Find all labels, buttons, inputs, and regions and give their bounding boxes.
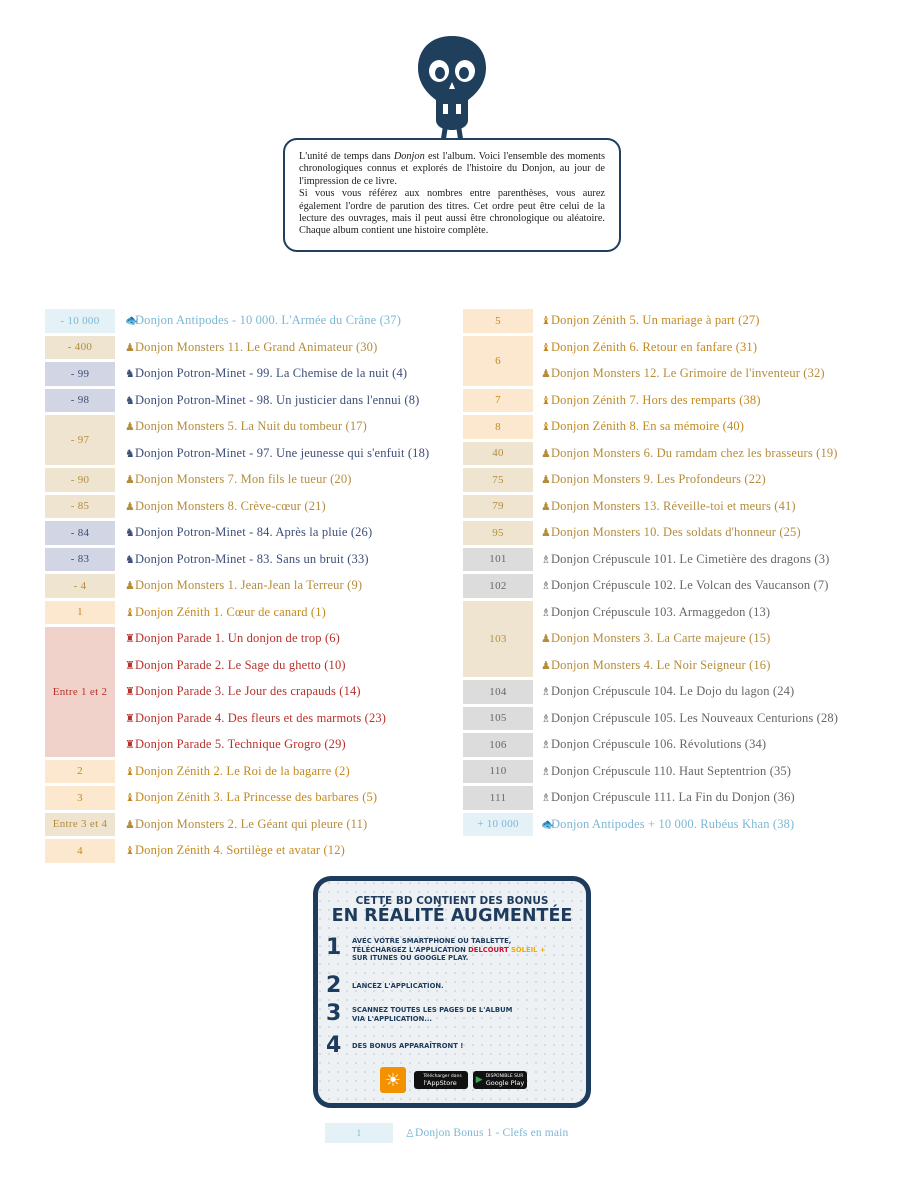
- duck-icon: ♝: [541, 421, 552, 434]
- rabbit-icon: ♞: [125, 527, 136, 540]
- album-entry: [125, 309, 401, 333]
- figure-icon: ♟: [541, 659, 552, 672]
- album-entry: [125, 786, 377, 810]
- album-entry: [541, 468, 766, 492]
- album-title: Donjon Monsters 11. Le Grand Animateur (30): [135, 339, 378, 354]
- rabbit-icon: ♞: [125, 447, 136, 460]
- album-title: Donjon Crépuscule 101. Le Cimetière des dragons (3): [551, 551, 830, 566]
- duck-icon: ♝: [541, 394, 552, 407]
- duck-icon: ♝: [125, 845, 136, 858]
- album-entry: [125, 442, 429, 466]
- album-title: Donjon Crépuscule 102. Le Volcan des Vaucanson (7): [551, 578, 829, 593]
- album-entry: [125, 362, 407, 386]
- album-entry: [541, 601, 770, 625]
- album-title: Donjon Zénith 7. Hors des remparts (38): [551, 392, 761, 407]
- timeline-cell: 95: [463, 521, 533, 545]
- delcourt-soleil-app-icon[interactable]: ☀: [380, 1067, 406, 1093]
- chronology-row: [45, 389, 455, 413]
- album-title: Donjon Zénith 2. Le Roi de la bagarre (2): [135, 763, 350, 778]
- album-entry: [541, 680, 794, 704]
- figure-icon: ♟: [541, 474, 552, 487]
- timeline-cell: 8: [463, 415, 533, 439]
- chronology-row: [463, 521, 873, 545]
- duck-icon: ♝: [125, 606, 136, 619]
- chronology-row: [463, 680, 873, 704]
- album-title: Donjon Crépuscule 105. Les Nouveaux Centurions (28): [551, 710, 839, 725]
- grey-figure-icon: ♗: [541, 580, 552, 593]
- album-title: Donjon Zénith 8. En sa mémoire (40): [551, 419, 745, 434]
- album-entry: [541, 336, 757, 360]
- album-entry: [541, 495, 796, 519]
- album-title: Donjon Zénith 4. Sortilège et avatar (12): [135, 843, 345, 858]
- chronology-row: [45, 468, 455, 492]
- chronology-row: [45, 839, 455, 863]
- appstore-badge[interactable]: Télécharger dans l'AppStore: [414, 1071, 468, 1089]
- timeline-cell: 5: [463, 309, 533, 333]
- intro-text-box: L'unité de temps dans Donjon est l'album. Voici l'ensemble des moments chronologiques connus et explorés de l'histoire du Donjon, au jour de l'impression de ce livre. Si vous vous référez aux nombres entre parenthèses, vous aurez également l'ordre de parution des titres. Cet ordre peut être celui de la lecture des ouvrages, mais il peut aussi être chronologique ou aléatoire. Chaque album contient une histoire complète.: [283, 138, 621, 252]
- timeline-cell: 102: [463, 574, 533, 598]
- album-title: Donjon Antipodes - 10 000. L'Armée du Crâne (37): [135, 313, 402, 328]
- timeline-cell: - 83: [45, 548, 115, 572]
- intro-paragraph-2: Si vous vous référez aux nombres entre parenthèses, vous aurez également l'ordre de parution des titres. Cet ordre peut être celui de la lecture des ouvrages, mais il peut aussi être chronologique ou aléatoire. Chaque album contient une histoire complète.: [299, 188, 605, 237]
- timeline-cell: 103: [463, 601, 533, 678]
- album-entry: [541, 442, 838, 466]
- album-entry: [125, 733, 346, 757]
- chronology-row: [463, 574, 873, 598]
- album-entry: [541, 574, 829, 598]
- red-figure-icon: ♜: [125, 739, 136, 752]
- chronology-row: [463, 707, 873, 731]
- timeline-cell: - 99: [45, 362, 115, 386]
- timeline-cell: Entre 3 et 4: [45, 813, 115, 837]
- album-title: Donjon Crépuscule 110. Haut Septentrion (35): [551, 763, 792, 778]
- chronology-row: [463, 415, 873, 439]
- album-title: Donjon Potron-Minet - 98. Un justicier dans l'ennui (8): [135, 392, 420, 407]
- album-entry: [125, 654, 346, 678]
- timeline-cell: 40: [463, 442, 533, 466]
- album-title: Donjon Parade 4. Des fleurs et des marmots (23): [135, 710, 387, 725]
- timeline-cell: 7: [463, 389, 533, 413]
- timeline-cell: 104: [463, 680, 533, 704]
- duck-icon: ♝: [541, 341, 552, 354]
- timeline-cell: - 84: [45, 521, 115, 545]
- album-entry: [125, 680, 361, 704]
- timeline-cell: 2: [45, 760, 115, 784]
- duck-icon: ♝: [541, 315, 552, 328]
- album-entry: [541, 548, 829, 572]
- album-title: Donjon Parade 2. Le Sage du ghetto (10): [135, 657, 346, 672]
- figure-icon: ♟: [541, 527, 552, 540]
- chronology-row: [463, 389, 873, 413]
- chronology-row: [45, 495, 455, 519]
- album-entry: [541, 786, 795, 810]
- chronology-row: [463, 548, 873, 572]
- timeline-cell: - 97: [45, 415, 115, 465]
- album-entry: [541, 707, 838, 731]
- figure-icon: ♟: [541, 447, 552, 460]
- album-title: Donjon Monsters 8. Crève-cœur (21): [135, 498, 326, 513]
- album-title: Donjon Monsters 4. Le Noir Seigneur (16): [551, 657, 771, 672]
- timeline-cell: - 90: [45, 468, 115, 492]
- chronology-row: [463, 336, 873, 386]
- bonus-entry: ♙ Donjon Bonus 1 - Clefs en main: [405, 1127, 569, 1140]
- grey-figure-icon: ♗: [541, 712, 552, 725]
- chronology-row: [45, 574, 455, 598]
- chronology-row: [45, 415, 455, 465]
- creature-icon: 🐟: [125, 315, 139, 328]
- chronology-row: [463, 309, 873, 333]
- timeline-cell: - 10 000: [45, 309, 115, 333]
- album-title: Donjon Antipodes + 10 000. Rubéus Khan (38): [551, 816, 795, 831]
- album-entry: [541, 654, 771, 678]
- timeline-cell: 1: [45, 601, 115, 625]
- album-entry: [125, 839, 345, 863]
- album-title: Donjon Monsters 7. Mon fils le tueur (20): [135, 472, 352, 487]
- creature-icon: 🐟: [541, 818, 555, 831]
- chronology-row: [45, 627, 455, 757]
- figure-icon: ♟: [125, 474, 136, 487]
- timeline-cell: - 4: [45, 574, 115, 598]
- album-entry: [125, 468, 352, 492]
- album-title: Donjon Crépuscule 111. La Fin du Donjon (36): [551, 790, 795, 805]
- duck-icon: ♝: [125, 792, 136, 805]
- album-entry: [125, 574, 362, 598]
- red-figure-icon: ♜: [125, 712, 136, 725]
- album-entry: [541, 760, 791, 784]
- timeline-cell: - 98: [45, 389, 115, 413]
- chronology-row: [45, 548, 455, 572]
- album-entry: [541, 309, 760, 333]
- album-title: Donjon Potron-Minet - 99. La Chemise de la nuit (4): [135, 366, 408, 381]
- chronology-row: [463, 760, 873, 784]
- timeline-cell: 110: [463, 760, 533, 784]
- timeline-cell: + 10 000: [463, 813, 533, 837]
- timeline-cell: 3: [45, 786, 115, 810]
- grey-figure-icon: ♗: [541, 765, 552, 778]
- album-entry: [125, 601, 326, 625]
- chronology-row: [45, 813, 455, 837]
- album-entry: [125, 813, 367, 837]
- album-title: Donjon Parade 3. Le Jour des crapauds (14): [135, 684, 361, 699]
- chronology-row: [463, 442, 873, 466]
- album-title: Donjon Monsters 6. Du ramdam chez les brasseurs (19): [551, 445, 838, 460]
- figure-icon: ♟: [125, 341, 136, 354]
- album-title: Donjon Monsters 10. Des soldats d'honneur (25): [551, 525, 801, 540]
- album-entry: [125, 415, 367, 439]
- rabbit-icon: ♞: [125, 368, 136, 381]
- timeline-cell: 79: [463, 495, 533, 519]
- figure-icon: ♟: [541, 633, 552, 646]
- chronology-row: [45, 362, 455, 386]
- figure-icon: ♟: [125, 818, 136, 831]
- album-entry: [541, 733, 766, 757]
- timeline-cell: 105: [463, 707, 533, 731]
- album-entry: [125, 548, 369, 572]
- figure-icon: ♟: [125, 421, 136, 434]
- timeline-cell: 101: [463, 548, 533, 572]
- ar-title-big: EN RÉALITÉ AUGMENTÉE: [331, 906, 573, 926]
- album-title: Donjon Crépuscule 104. Le Dojo du lagon (24): [551, 684, 795, 699]
- rabbit-icon: ♞: [125, 553, 136, 566]
- chronology-row: [463, 468, 873, 492]
- chronology-row: [45, 309, 455, 333]
- album-entry: [541, 521, 801, 545]
- chronology-row: [45, 786, 455, 810]
- album-title: Donjon Monsters 3. La Carte majeure (15): [551, 631, 771, 646]
- album-title: Donjon Zénith 6. Retour en fanfare (31): [551, 339, 758, 354]
- album-title: Donjon Potron-Minet - 83. Sans un bruit (33): [135, 551, 369, 566]
- chronology-row: [45, 521, 455, 545]
- timeline-cell: - 400: [45, 336, 115, 360]
- album-title: Donjon Crépuscule 103. Armaggedon (13): [551, 604, 771, 619]
- album-title: Donjon Monsters 13. Réveille-toi et meurs (41): [551, 498, 796, 513]
- google-play-badge[interactable]: ▶ DISPONIBLE SUR Google Play: [473, 1071, 527, 1089]
- duck-icon: ♝: [125, 765, 136, 778]
- album-title: Donjon Zénith 1. Cœur de canard (1): [135, 604, 326, 619]
- figure-icon: ♟: [541, 368, 552, 381]
- skull-illustration: [412, 34, 492, 152]
- figure-icon: ♟: [125, 580, 136, 593]
- grey-figure-icon: ♗: [541, 792, 552, 805]
- album-entry: [125, 336, 377, 360]
- chronology-row: [463, 813, 873, 837]
- timeline-cell: 106: [463, 733, 533, 757]
- chronology-row: [463, 733, 873, 757]
- chronology-row: [463, 601, 873, 678]
- chronology-row: [45, 760, 455, 784]
- grey-figure-icon: ♗: [541, 606, 552, 619]
- grey-figure-icon: ♗: [541, 739, 552, 752]
- album-entry: [125, 707, 386, 731]
- album-title: Donjon Potron-Minet - 84. Après la pluie (26): [135, 525, 373, 540]
- red-figure-icon: ♜: [125, 659, 136, 672]
- album-entry: [125, 389, 419, 413]
- album-title: Donjon Crépuscule 106. Révolutions (34): [551, 737, 767, 752]
- timeline-cell: 111: [463, 786, 533, 810]
- album-title: Donjon Parade 1. Un donjon de trop (6): [135, 631, 340, 646]
- red-figure-icon: ♜: [125, 633, 136, 646]
- album-title: Donjon Zénith 3. La Princesse des barbares (5): [135, 790, 378, 805]
- timeline-cell: Entre 1 et 2: [45, 627, 115, 757]
- rabbit-icon: ♞: [125, 394, 136, 407]
- grey-figure-icon: ♗: [541, 553, 552, 566]
- grey-figure-icon: ♗: [541, 686, 552, 699]
- album-entry: [541, 362, 825, 386]
- figure-icon: ♟: [541, 500, 552, 513]
- chronology-row: [463, 495, 873, 519]
- album-entry: [541, 415, 744, 439]
- red-figure-icon: ♜: [125, 686, 136, 699]
- timeline-cell: 4: [45, 839, 115, 863]
- chronology-row: [45, 601, 455, 625]
- album-entry: [125, 627, 340, 651]
- album-entry: [541, 813, 794, 837]
- album-entry: [125, 521, 372, 545]
- album-title: Donjon Parade 5. Technique Grogro (29): [135, 737, 346, 752]
- figure-icon: ♟: [125, 500, 136, 513]
- bonus-cell: 1: [325, 1123, 393, 1143]
- album-title: Donjon Monsters 5. La Nuit du tombeur (17): [135, 419, 367, 434]
- augmented-reality-box: CETTE BD CONTIENT DES BONUS EN RÉALITÉ AUGMENTÉE 1 AVEC VOTRE SMARTPHONE OU TABLETTE, TÉLÉCHARGEZ L'APPLICATION DELCOURT SOLEIL + SUR ITUNES OU GOOGLE PLAY. 2 LANCEZ L'APPLICATION. 3 SCANNEZ TOUTES LES PAGES DE L'ALBUM VIA L'APPLICATION... 4 DES BONUS APPARAÎTRONT ! ☀ Télécharger dans l'AppStore ▶ DISPONIBLE SUR Google Play: [313, 876, 591, 1108]
- timeline-cell: 75: [463, 468, 533, 492]
- play-icon: ▶: [475, 1075, 483, 1085]
- album-entry: [541, 627, 770, 651]
- album-title: Donjon Monsters 1. Jean-Jean la Terreur (9): [135, 578, 363, 593]
- album-title: Donjon Potron-Minet - 97. Une jeunesse qui s'enfuit (18): [135, 445, 430, 460]
- chronology-row: [45, 336, 455, 360]
- album-entry: [125, 760, 350, 784]
- album-title: Donjon Monsters 2. Le Géant qui pleure (11): [135, 816, 368, 831]
- timeline-cell: 6: [463, 336, 533, 386]
- album-title: Donjon Monsters 12. Le Grimoire de l'inventeur (32): [551, 366, 825, 381]
- bonus-row: [325, 1123, 625, 1143]
- album-entry: [541, 389, 761, 413]
- album-title: Donjon Monsters 9. Les Profondeurs (22): [551, 472, 766, 487]
- album-title: Donjon Zénith 5. Un mariage à part (27): [551, 313, 760, 328]
- chronology-row: [463, 786, 873, 810]
- timeline-cell: - 85: [45, 495, 115, 519]
- bonus-figure-icon: ♙: [405, 1127, 416, 1140]
- album-entry: [125, 495, 326, 519]
- ar-title-small: CETTE BD CONTIENT DES BONUS: [355, 895, 549, 907]
